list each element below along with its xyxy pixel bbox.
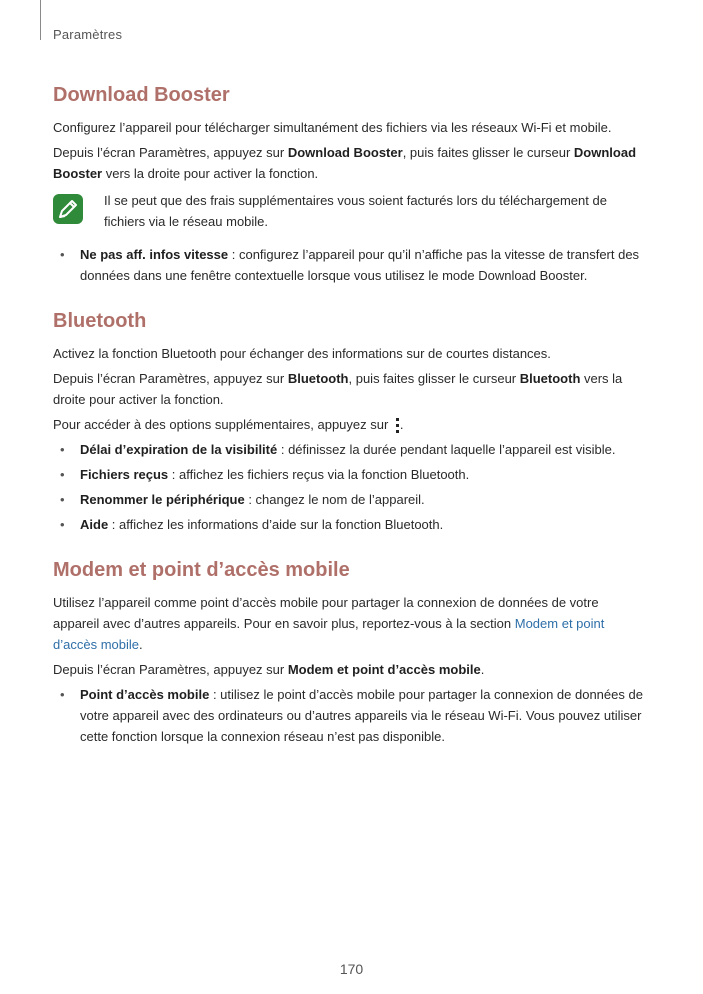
section-modem <box>53 557 645 747</box>
page-content <box>53 82 645 769</box>
paragraph: Activez la fonction Bluetooth pour échanger des informations sur de courtes distances. <box>53 346 551 361</box>
bullet-dot: • <box>60 687 65 702</box>
list-item: • Délai d’expiration de la visibilité : définissez la durée pendant laquelle l’appareil est visible. <box>53 439 645 460</box>
cross-reference-link[interactable]: Modem et point d’accès mobile <box>53 616 605 652</box>
paragraph: Pour accéder à des options supplémentaires, appuyez sur . <box>53 417 404 432</box>
list-item: • Aide : affichez les informations d’aide sur la fonction Bluetooth. <box>53 514 645 535</box>
header-divider <box>40 0 41 40</box>
note-box <box>53 190 645 232</box>
paragraph: Depuis l’écran Paramètres, appuyez sur Modem et point d’accès mobile. <box>53 662 485 677</box>
bullet-dot: • <box>60 442 65 457</box>
section-heading: Download Booster <box>53 84 230 106</box>
more-options-icon <box>395 418 399 433</box>
list-item: • Ne pas aff. infos vitesse : configurez l’appareil pour qu’il n’affiche pas la vitesse de transfert des données dans une fenêtre contextuelle lorsque vous utilisez le mode Download Booster. <box>53 244 645 286</box>
section-heading: Modem et point d’accès mobile <box>53 559 350 581</box>
bullet-dot: • <box>60 247 65 262</box>
option-list <box>53 244 645 286</box>
paragraph: Utilisez l’appareil comme point d’accès mobile pour partager la connexion de données de votre appareil avec d’autres appareils. Pour en savoir plus, reportez-vous à la section Modem et point d’accès mobile. <box>53 595 605 652</box>
header-title: Paramètres <box>53 27 123 42</box>
bullet-dot: • <box>60 467 65 482</box>
paragraph: Configurez l’appareil pour télécharger simultanément des fichiers via les réseaux Wi-Fi et mobile. <box>53 120 612 135</box>
note-text: Il se peut que des frais supplémentaires vous soient facturés lors du téléchargement de fichiers via le réseau mobile. <box>104 193 607 229</box>
paragraph: Depuis l’écran Paramètres, appuyez sur Bluetooth, puis faites glisser le curseur Bluetooth vers la droite pour activer la fonction. <box>53 371 623 407</box>
section-bluetooth <box>53 308 645 535</box>
section-download-booster <box>53 82 645 286</box>
page-number: 170 <box>339 961 364 977</box>
option-list <box>53 439 645 535</box>
bullet-dot: • <box>60 517 65 532</box>
list-item: • Fichiers reçus : affichez les fichiers reçus via la fonction Bluetooth. <box>53 464 645 485</box>
list-item: • Renommer le périphérique : changez le nom de l’appareil. <box>53 489 645 510</box>
option-list <box>53 684 645 747</box>
list-item: • Point d’accès mobile : utilisez le point d’accès mobile pour partager la connexion de données de votre appareil avec des ordinateurs ou d’autres appareils via le réseau Wi-Fi. Vous pouvez utiliser cette fonction lorsque la connexion réseau n’est pas disponible. <box>53 684 645 747</box>
bullet-dot: • <box>60 492 65 507</box>
paragraph: Depuis l’écran Paramètres, appuyez sur Download Booster, puis faites glisser le curseur Download Booster vers la droite pour activer la fonction. <box>53 145 637 181</box>
section-heading: Bluetooth <box>53 310 147 332</box>
note-pencil-icon <box>53 194 83 224</box>
